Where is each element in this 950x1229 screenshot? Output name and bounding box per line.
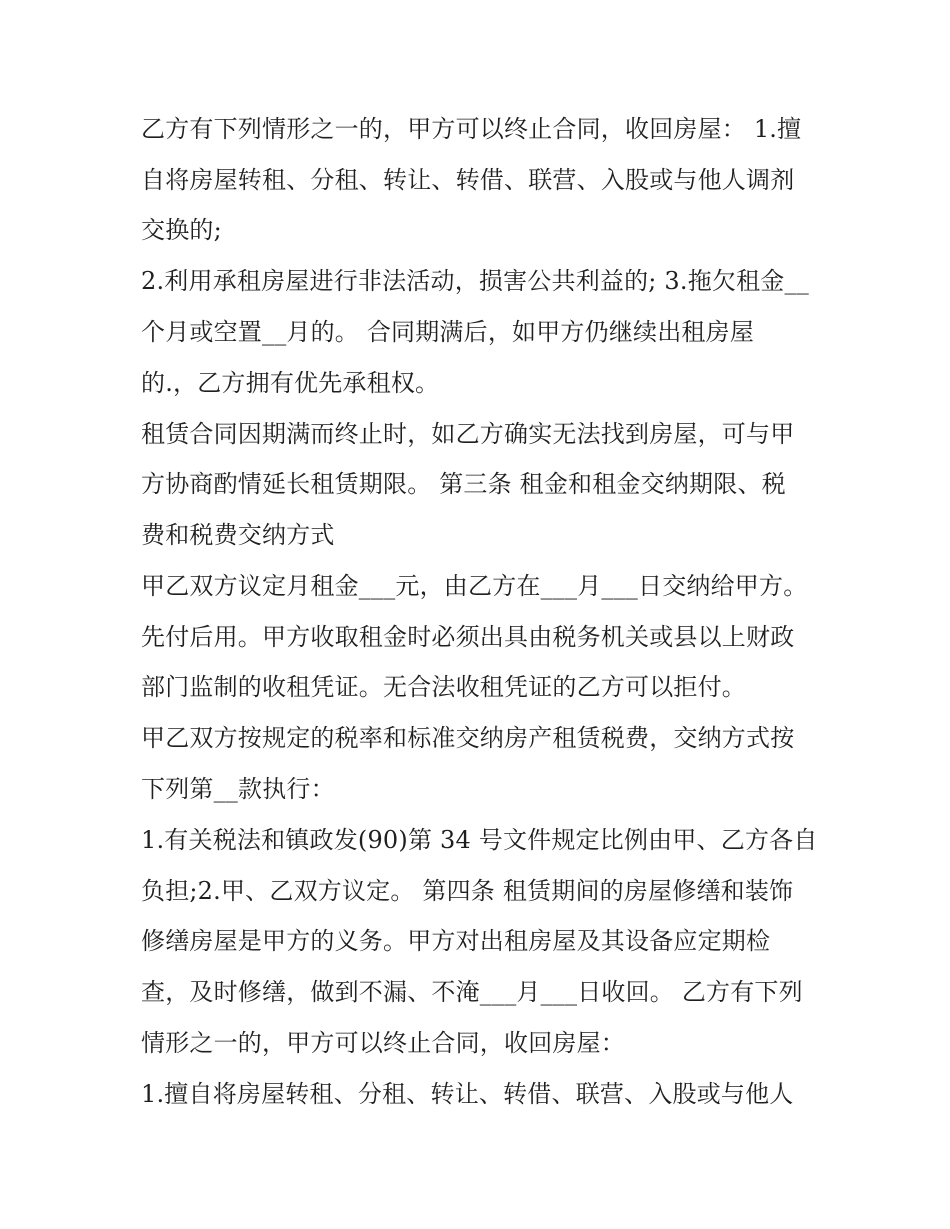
text-line: 情形之一的，甲方可以终止合同，收回房屋： <box>141 1029 625 1057</box>
text-line: 甲乙双方议定月租金___元，由乙方在___月___日交纳给甲方。 <box>141 572 808 600</box>
text-line: 修缮房屋是甲方的义务。甲方对出租房屋及其设备应定期检 <box>141 927 771 955</box>
text-line: 1.擅自将房屋转租、分租、转让、转借、联营、入股或与他人 <box>141 1080 794 1108</box>
text-line: 的.，乙方拥有优先承租权。 <box>141 369 440 397</box>
text-line: 负担;2.甲、乙双方议定。 第四条 租赁期间的房屋修缮和装饰 <box>141 877 794 905</box>
text-line: 部门监制的收租凭证。无合法收租凭证的乙方可以拒付。 <box>141 673 746 701</box>
text-line: 个月或空置__月的。 合同期满后，如甲方仍继续出租房屋 <box>141 318 755 346</box>
text-line: 自将房屋转租、分租、转让、转借、联营、入股或与他人调剂 <box>141 166 795 194</box>
text-line: 先付后用。甲方收取租金时必须出具由税务机关或县以上财政 <box>141 623 795 651</box>
text-line: 租赁合同因期满而终止时，如乙方确实无法找到房屋，可与甲 <box>141 420 795 448</box>
text-line: 方协商酌情延长租赁期限。 第三条 租金和租金交纳期限、税 <box>141 470 786 498</box>
text-line: 费和税费交纳方式 <box>141 521 335 549</box>
text-line: 乙方有下列情形之一的，甲方可以终止合同，收回房屋： 1.擅 <box>141 115 802 143</box>
text-line: 2.利用承租房屋进行非法活动，损害公共利益的; 3.拖欠租金__ <box>141 267 809 295</box>
text-line: 查，及时修缮，做到不漏、不淹___月___日收回。 乙方有下列 <box>141 978 803 1006</box>
text-line: 下列第__款执行： <box>141 775 335 803</box>
text-line: 1.有关税法和镇政发(90)第 34 号文件规定比例由甲、乙方各自 <box>141 826 818 854</box>
text-line: 甲乙双方按规定的税率和标准交纳房产租赁税费，交纳方式按 <box>141 724 795 752</box>
text-line: 交换的; <box>141 216 222 244</box>
